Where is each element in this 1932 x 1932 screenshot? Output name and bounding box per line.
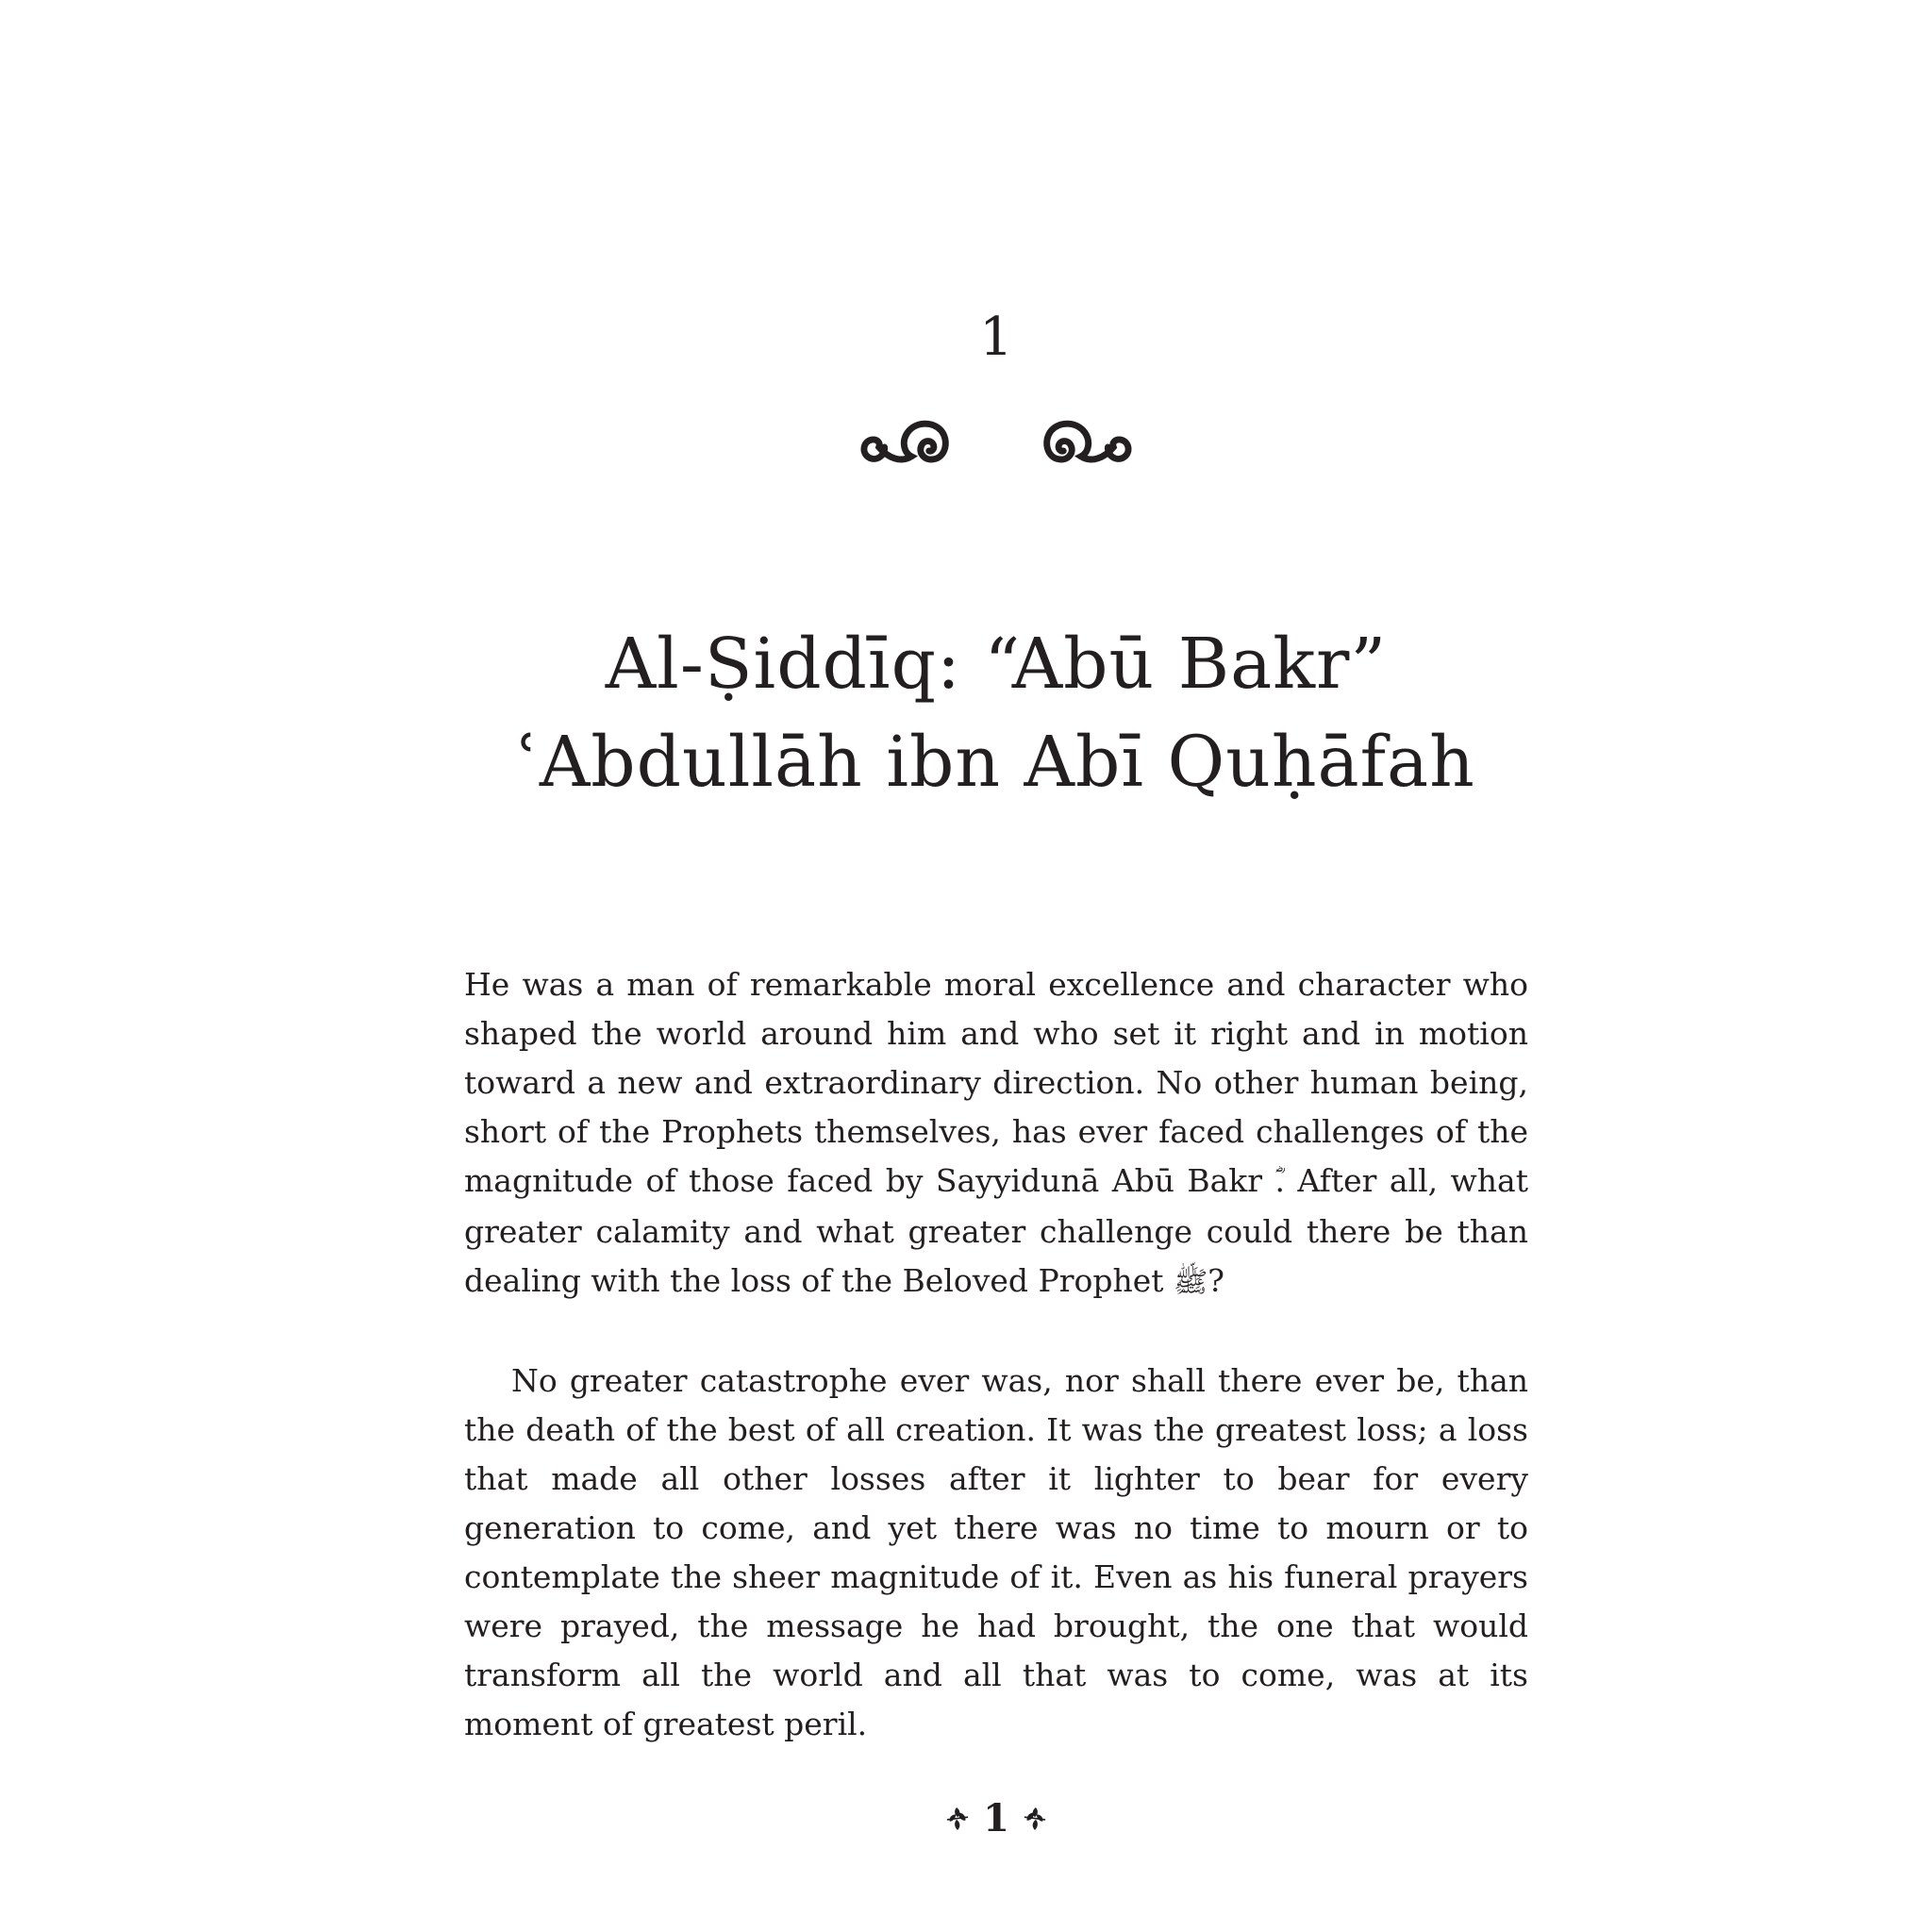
paragraph-1-text-b: . After all, what greater calamity and what greater challenge could there be than dealing with the loss of the Beloved Prophet — [464, 1162, 1528, 1299]
title-line-1: Al-Ṣiddīq: “Abū Bakr” — [605, 624, 1388, 705]
chapter-number: 1 — [979, 307, 1013, 368]
page-number: 1 — [983, 1796, 1009, 1840]
paragraph-1-text-c: ? — [1208, 1262, 1224, 1299]
page-footer — [464, 1798, 1528, 1840]
swirl-flourish-left-icon — [860, 415, 972, 479]
body-text — [464, 960, 1528, 1749]
prophet-honorific-symbol: ﷺ — [1174, 1266, 1208, 1299]
paragraph-1-text-a: He was a man of remarkable moral excellence and character who shaped the world around him and who set it right and in motion toward a new and extraordinary direction. No other human being, short of the Prophets themselves, has ever faced challenges of the magnitude of those faced by Sayyidunā Abū Bakr — [464, 966, 1528, 1199]
paragraph-2: No greater catastrophe ever was, nor shall there ever be, than the death of the best of all creation. It was the greatest loss; a loss that made all other losses after it lighter to bear for every generation to come, and yet there was no time to mourn or to contemplate the sheer magnitude of it. Even as his funeral prayers were prayed, the message he had brought, the one that would transform all the world and all that was to come, was at its moment of greatest peril. — [464, 1362, 1528, 1742]
fleuron-right-icon — [1024, 1805, 1046, 1833]
swirl-flourish-right-icon — [1021, 415, 1132, 479]
fleuron-left-icon — [946, 1805, 969, 1833]
title-line-2: ʿAbdullāh ibn Abī Quḥāfah — [517, 722, 1475, 803]
chapter-ornament — [464, 415, 1528, 479]
chapter-title — [341, 615, 1651, 811]
paragraph-1 — [464, 960, 1528, 1307]
